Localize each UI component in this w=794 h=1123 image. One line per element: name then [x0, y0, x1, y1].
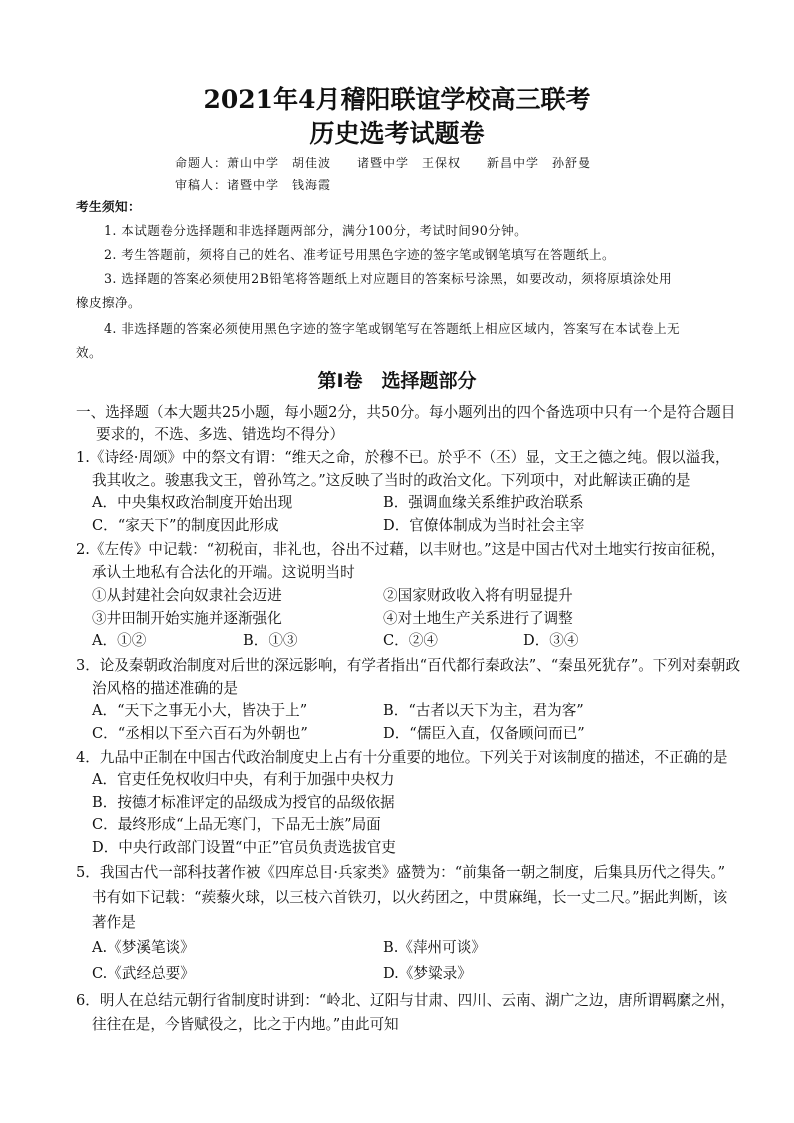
question-2-option-d: D．③④ — [523, 632, 579, 649]
section-title: 第Ⅰ卷 选择题部分 — [317, 370, 477, 392]
question-3-stem-cont: 治风格的描述准确的是 — [92, 680, 238, 697]
question-2-stem: 2.《左传》中记载：“初税亩，非礼也，谷出不过藉，以丰财也。”这是中国古代对土地实行按亩征税， — [76, 541, 726, 558]
question-2-statement-1: ①从封建社会向奴隶社会迈进 — [92, 587, 282, 604]
notice-item-4-cont: 效。 — [76, 345, 102, 360]
question-5-stem: 5．我国古代一部科技著作被《四库总目·兵家类》盛赞为：“前集备一朝之制度，后集具历代之得失。” — [76, 864, 726, 881]
notice-heading: 考生须知： — [76, 199, 141, 214]
question-5-stem-cont: 书有如下记载：“蒺藜火球，以三枝六首铁刃，以火药团之，中贯麻绳，长一丈二尺。”据此判断，该 — [92, 889, 728, 906]
question-1-option-c: C．“家天下”的制度因此形成 — [92, 517, 279, 534]
question-2-statement-3: ③井田制开始实施并逐渐强化 — [92, 610, 282, 627]
question-6-stem: 6．明人在总结元朝行省制度时讲到：“岭北、辽阳与甘肃、四川、云南、湖广之边，唐所谓羁縻之州， — [76, 992, 735, 1009]
question-1-option-a: A．中央集权政治制度开始出现 — [92, 494, 293, 511]
question-1-stem-cont: 我其收之。骏惠我文王，曾孙笃之。”这反映了当时的政治文化。下列项中，对此解读正确的是 — [92, 472, 691, 489]
question-2-stem-cont: 承认土地私有合法化的开端。这说明当时 — [92, 564, 355, 581]
exam-subtitle: 历史选考试题卷 — [309, 119, 485, 148]
reviewer-credit: 审稿人：诸暨中学 钱海霞 — [175, 178, 332, 192]
question-1-stem: 1.《诗经·周颂》中的祭文有谓：“维天之命，於穆不已。於乎不（丕）显，文王之德之纯。假以溢我， — [76, 449, 730, 466]
question-1-option-b: B．强调血缘关系维护政治联系 — [383, 494, 584, 511]
notice-item-3: 3. 选择题的答案必须使用2B铅笔将答题纸上对应题目的答案标号涂黑，如要改动，须将原填涂处用 — [104, 271, 673, 286]
notice-item-3-cont: 橡皮擦净。 — [76, 295, 141, 310]
question-3-stem: 3．论及秦朝政治制度对后世的深远影响，有学者指出“百代都行秦政法”、“秦虽死犹存”。下列对秦朝政 — [76, 657, 741, 674]
question-3-option-d: D．“儒臣入直，仅备顾问而已” — [383, 725, 585, 742]
notice-item-2: 2. 考生答题前，须将自己的姓名、准考证号用黑色字迹的签字笔或钢笔填写在答题纸上。 — [104, 247, 615, 262]
question-3-option-a: A．“天下之事无小大，皆决于上” — [92, 702, 308, 719]
question-5-stem-cont-2: 著作是 — [92, 914, 136, 931]
notice-item-1: 1. 本试题卷分选择题和非选择题两部分，满分100分，考试时间90分钟。 — [104, 223, 528, 238]
notice-item-4: 4. 非选择题的答案必须使用黑色字迹的签字笔或钢笔写在答题纸上相应区域内，答案写在本试卷上无 — [104, 321, 680, 336]
section-intro-cont: 要求的，不选、多选、错选均不得分） — [96, 426, 345, 443]
question-2-option-a: A．①② — [92, 632, 147, 649]
question-4-option-d: D．中央行政部门设置“中正”官员负责选拔官吏 — [92, 839, 396, 856]
question-3-option-b: B．“古者以天下为主，君为客” — [383, 702, 584, 719]
exam-title: 2021年4月稽阳联谊学校高三联考 — [203, 85, 591, 114]
question-4-option-c: C．最终形成“上品无寒门，下品无士族”局面 — [92, 816, 381, 833]
question-2-option-c: C．②④ — [383, 632, 438, 649]
question-3-option-c: C．“丞相以下至六百石为外朝也” — [92, 725, 308, 742]
setters-credit: 命题人：萧山中学 胡佳波 诸暨中学 王保权 新昌中学 孙舒曼 — [175, 156, 592, 170]
question-2-option-b: B．①③ — [243, 632, 298, 649]
question-2-statement-2: ②国家财政收入将有明显提升 — [383, 587, 573, 604]
question-4-option-b: B．按德才标准评定的品级成为授官的品级依据 — [92, 794, 395, 811]
question-5-option-c: C.《武经总要》 — [92, 965, 195, 982]
question-5-option-a: A.《梦溪笔谈》 — [92, 939, 195, 956]
question-4-option-a: A．官吏任免权收归中央，有利于加强中央权力 — [92, 771, 395, 788]
question-2-statement-4: ④对土地生产关系进行了调整 — [383, 610, 573, 627]
question-1-option-d: D．官僚体制成为当时社会主宰 — [383, 517, 585, 534]
question-6-stem-cont: 往往在是，今皆赋役之，比之于内地。”由此可知 — [92, 1016, 399, 1033]
question-5-option-d: D.《梦粱录》 — [383, 965, 472, 982]
question-4-stem: 4．九品中正制在中国古代政治制度史上占有十分重要的地位。下列关于对该制度的描述，不正确的是 — [76, 749, 728, 766]
question-5-option-b: B.《萍州可谈》 — [383, 939, 486, 956]
section-intro: 一、选择题（本大题共25小题，每小题2分，共50分。每小题列出的四个备选项中只有一个是符合题目 — [76, 404, 736, 421]
